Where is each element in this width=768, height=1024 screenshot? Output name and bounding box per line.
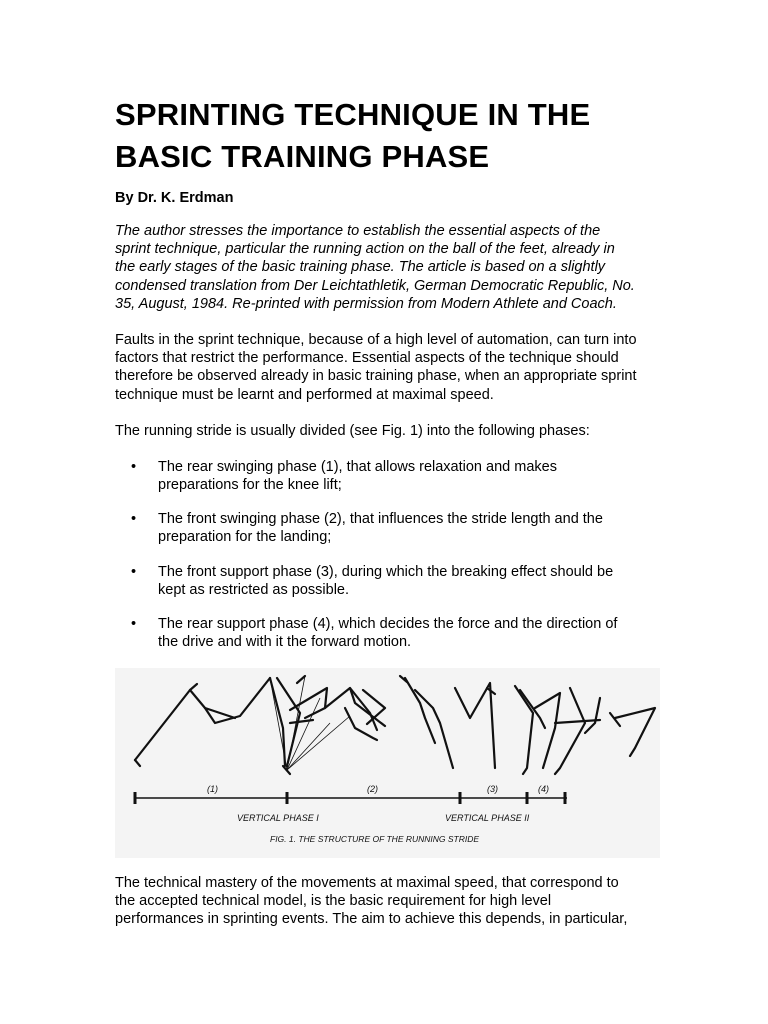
abstract-line: sprint technique, particular the running action on the ball of the feet, already in (115, 241, 615, 258)
list-item-line: kept as restricted as possible. (158, 582, 350, 599)
bullet-dot: • (131, 616, 137, 632)
abstract-line: condensed translation from Der Leichtathletik, German Democratic Republic, No. (115, 277, 635, 294)
list-item-line: The rear swinging phase (1), that allows relaxation and makes (158, 459, 557, 475)
list-item-line: preparation for the landing; (158, 529, 332, 546)
list-item-line: The front support phase (3), during which the breaking effect should be (158, 564, 614, 580)
body-paragraph-2 (115, 422, 645, 440)
list-item-line: The front swinging phase (2), that influences the stride length and the (158, 511, 603, 527)
list-item-line: The rear support phase (4), which decides the force and the direction of (158, 616, 618, 632)
abstract-line: the early stages of the basic training phase. The article is based on a slightly (115, 259, 606, 276)
figure-caption: FIG. 1. THE STRUCTURE OF THE RUNNING STRIDE (270, 834, 480, 844)
running-stride-figure (115, 668, 660, 858)
phase-label-4: (4) (538, 784, 549, 794)
bullet-dot: • (131, 564, 137, 580)
list-item-text (158, 615, 617, 651)
title-line: SPRINTING TECHNIQUE IN THE (115, 97, 591, 132)
paragraph-line: performances in sprinting events. The aim to achieve this depends, in particular, (115, 911, 628, 928)
vertical-phase-2-label: VERTICAL PHASE II (445, 813, 530, 823)
article-title (115, 94, 675, 178)
paragraph-line: therefore be observed already in basic training phase, when an appropriate sprint (115, 368, 637, 385)
body-paragraph-1 (115, 331, 645, 404)
abstract-line: 35, August, 1984. Re-printed with permission from Modern Athlete and Coach. (115, 295, 617, 312)
author-byline: By Dr. K. Erdman (115, 190, 234, 206)
bullet-dot: • (131, 459, 137, 475)
paragraph-line: factors that restrict the performance. Essential aspects of the technique should (115, 350, 619, 367)
paragraph-line: Faults in the sprint technique, because of a high level of automation, can turn into (115, 332, 637, 348)
body-paragraph-3 (115, 874, 645, 929)
abstract (115, 222, 645, 313)
list-item-text (158, 458, 557, 494)
paragraph-line: technique must be learnt and performed at maximal speed. (115, 386, 494, 403)
abstract-line: The author stresses the importance to establish the essential aspects of the (115, 223, 601, 239)
paragraph-line: The technical mastery of the movements at maximal speed, that correspond to (115, 875, 619, 891)
paragraph-line: the accepted technical model, is the basic requirement for high level (115, 893, 552, 910)
bullet-dot: • (131, 511, 137, 527)
phase-label-1: (1) (207, 784, 218, 794)
list-item-line: preparations for the knee lift; (158, 477, 342, 494)
title-line: BASIC TRAINING PHASE (115, 139, 490, 174)
stride-diagram (115, 668, 660, 858)
phase-label-2: (2) (367, 784, 378, 794)
phase-label-3: (3) (487, 784, 498, 794)
list-item-text (158, 563, 613, 599)
list-item-text (158, 510, 603, 546)
list-item-line: the drive and with it the forward motion. (158, 634, 412, 651)
vertical-phase-1-label: VERTICAL PHASE I (237, 813, 319, 823)
paragraph-line: The running stride is usually divided (see Fig. 1) into the following phases: (115, 423, 590, 439)
